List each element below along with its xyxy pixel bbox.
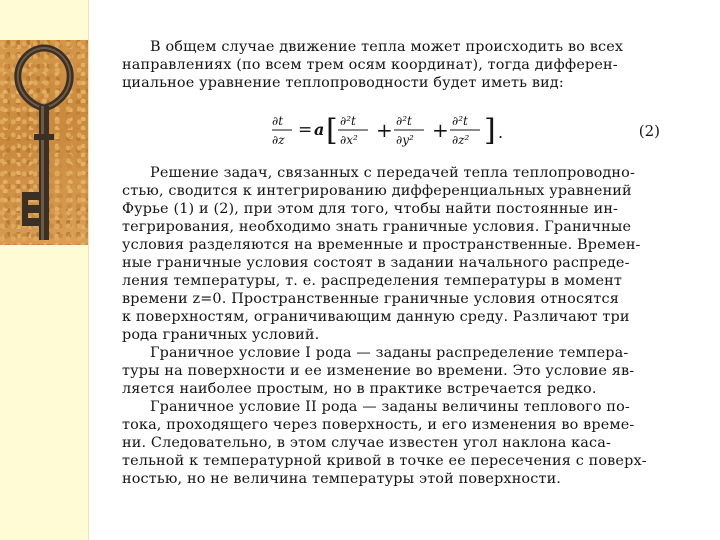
text-line: Фурье (1) и (2), при этом для того, чтобы найти постоянные ин-: [122, 201, 619, 217]
text-line: стью, сводится к интегрированию дифференциальных уравнений: [122, 183, 632, 199]
key-icon: [0, 40, 88, 245]
text-line: ления температуры, т. е. распределения температуры в момент: [122, 273, 623, 289]
eq-lhs-den: ∂z: [272, 133, 285, 147]
text-line: ни. Следовательно, в этом случае известен угол наклона каса-: [122, 435, 611, 451]
text-line: рода граничных условий.: [122, 327, 320, 343]
text-line: направлениях (по всем трем осям координат), тогда дифферен-: [122, 57, 618, 73]
eq-lhs-num: ∂t: [272, 114, 284, 128]
antique-key-image: [0, 40, 88, 245]
eq-open-bracket: [: [326, 113, 338, 148]
text-line: к поверхностям, ограничивающим данную среду. Различают три: [122, 309, 630, 325]
eq-t2-den: ∂y²: [396, 133, 414, 147]
text-line: Граничное условие II рода — заданы величины теплового по-: [150, 399, 630, 415]
text-line: тельной к температурной кривой в точке ее пересечения с поверх-: [122, 453, 647, 469]
text-line: тегрирования, необходимо знать граничные условия. Граничные: [122, 219, 632, 235]
eq-plus-2: +: [432, 118, 449, 142]
text-line: циальное уравнение теплопроводности будет иметь вид:: [122, 75, 564, 91]
equation-number: (2): [638, 122, 660, 140]
eq-dot: .: [498, 123, 504, 142]
eq-t1-num: ∂²t: [340, 114, 356, 128]
eq-close-bracket: ]: [484, 113, 496, 148]
eq-t3-den: ∂z²: [452, 133, 470, 147]
eq-coef: a: [314, 120, 325, 139]
text-line: ные граничные условия состоят в задании начального распреде-: [122, 255, 630, 271]
eq-t1-den: ∂x²: [340, 133, 358, 147]
text-line: времени z=0. Пространственные граничные условия относятся: [122, 291, 619, 307]
text-line: Решение задач, связанных с передачей тепла теплопроводно-: [150, 165, 636, 181]
eq-plus-1: +: [376, 118, 393, 142]
text-line: туры на поверхности и ее изменение во времени. Это условие яв-: [122, 363, 635, 379]
text-line: ляется наиболее простым, но в практике встречается редко.: [122, 381, 597, 397]
eq-t2-num: ∂²t: [396, 114, 412, 128]
text-line: Граничное условие I рода — заданы распределение темпера-: [150, 345, 629, 361]
heat-equation: [272, 112, 660, 152]
text-line: тока, проходящего через поверхность, и его изменения во време-: [122, 417, 635, 433]
eq-equals: =: [298, 120, 313, 140]
eq-t3-num: ∂²t: [452, 114, 468, 128]
text-line: В общем случае движение тепла может происходить во всех: [150, 39, 624, 55]
text-line: условия разделяются на временные и пространственные. Времен-: [122, 237, 641, 253]
document-page: [122, 38, 660, 488]
text-line: ностью, но не величина температуры этой поверхности.: [122, 471, 562, 487]
